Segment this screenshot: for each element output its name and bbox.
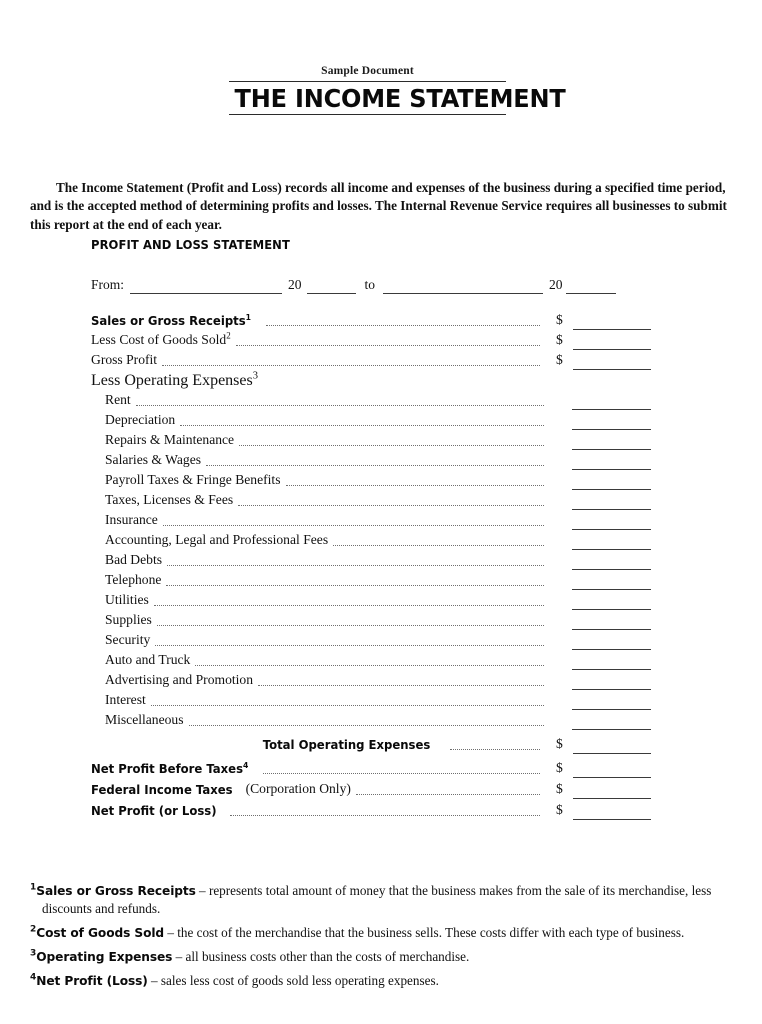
- expense-label: Miscellaneous: [105, 712, 184, 727]
- dot-leader: [236, 345, 540, 346]
- row-qualifier: (Corporation Only): [245, 781, 351, 796]
- dot-leader: [151, 705, 544, 706]
- dot-leader: [154, 605, 544, 606]
- row-label: Less Operating Expenses$^3$: [91, 370, 259, 389]
- expense-label: Telephone: [105, 572, 162, 587]
- dot-leader: [266, 325, 540, 326]
- row-label: Gross Profit: [91, 352, 158, 367]
- footnotes-section: [30, 882, 736, 996]
- to-year-prefix: 20: [549, 277, 563, 292]
- expense-row: [91, 390, 651, 410]
- profit-and-loss-form: [91, 238, 651, 820]
- expense-label: Advertising and Promotion: [105, 672, 254, 687]
- expense-row: [91, 410, 651, 430]
- footnote-item: [30, 948, 736, 966]
- bottom-rows: [91, 757, 651, 820]
- row-label: Sales or Gross Receipts$^1$: [91, 311, 252, 328]
- expense-row: [91, 510, 651, 530]
- expense-amount-field[interactable]: [572, 436, 651, 450]
- dot-leader: [263, 773, 540, 774]
- expense-row: [91, 490, 651, 510]
- page-title: THE INCOME STATEMENT: [234, 84, 566, 113]
- expense-label: Taxes, Licenses & Fees: [105, 492, 234, 507]
- dot-leader: [162, 365, 540, 366]
- row-sales-or-gross-receipts: [91, 310, 651, 330]
- sample-document-label: Sample Document: [321, 65, 414, 77]
- currency-symbol: $: [556, 781, 563, 796]
- expense-row: [91, 530, 651, 550]
- to-label: to: [364, 277, 376, 292]
- expense-label: Auto and Truck: [105, 652, 191, 667]
- expense-amount-field[interactable]: [572, 556, 651, 570]
- footnote-item: [30, 924, 736, 942]
- expense-amount-field[interactable]: [572, 616, 651, 630]
- row-federal-income-taxes: [91, 778, 651, 799]
- expense-amount-field[interactable]: [572, 416, 651, 430]
- dot-leader: [356, 794, 540, 795]
- expense-row: [91, 550, 651, 570]
- expense-amount-field[interactable]: [572, 636, 651, 650]
- amount-field[interactable]: [573, 316, 651, 330]
- footnote-ref: 3: [252, 370, 259, 382]
- currency-symbol: $: [556, 332, 563, 347]
- currency-symbol: $: [556, 736, 563, 751]
- expense-label: Payroll Taxes & Fringe Benefits: [105, 472, 281, 487]
- dot-leader: [286, 485, 545, 486]
- dot-leader: [189, 725, 544, 726]
- dot-leader: [155, 645, 544, 646]
- from-year-field[interactable]: [307, 280, 356, 294]
- footnote-marker: 1: [30, 882, 37, 893]
- expense-amount-field[interactable]: [572, 536, 651, 550]
- title-rule-bottom: [229, 114, 506, 115]
- dot-leader: [206, 465, 544, 466]
- expense-label: Salaries & Wages: [105, 452, 202, 467]
- amount-field[interactable]: [573, 336, 651, 350]
- to-year-field[interactable]: [566, 280, 616, 294]
- expense-label: Security: [105, 632, 151, 647]
- document-header: [229, 64, 566, 115]
- expense-label: Repairs & Maintenance: [105, 432, 235, 447]
- footnote-marker: 4: [30, 972, 37, 983]
- row-total-operating-expenses: [91, 732, 651, 754]
- amount-field[interactable]: [573, 764, 651, 778]
- expense-amount-field[interactable]: [572, 476, 651, 490]
- expense-row: [91, 650, 651, 670]
- expense-label: Rent: [105, 392, 131, 407]
- footnote-ref: 2: [226, 330, 231, 341]
- dot-leader: [239, 445, 544, 446]
- row-gross-profit: [91, 350, 651, 370]
- currency-symbol: $: [556, 312, 563, 327]
- intro-paragraph: [30, 179, 736, 234]
- dot-leader: [166, 585, 544, 586]
- less-operating-expenses-heading: [91, 370, 651, 390]
- dot-leader: [333, 545, 544, 546]
- expense-row: [91, 710, 651, 730]
- dot-leader: [136, 405, 544, 406]
- footnote-description: – represents total amount of money that the business makes from the sale of its merchandise, less discounts and refunds.: [42, 883, 712, 916]
- from-label: From:: [91, 277, 125, 292]
- expense-label: Bad Debts: [105, 552, 163, 567]
- expense-label: Accounting, Legal and Professional Fees: [105, 532, 329, 547]
- expense-row: [91, 570, 651, 590]
- dot-leader: [157, 625, 544, 626]
- row-label: Less Cost of Goods Sold$^2$: [91, 330, 231, 347]
- currency-symbol: $: [556, 760, 563, 775]
- footnote-description: – all business costs other than the costs of merchandise.: [175, 949, 470, 964]
- footnote-description: – the cost of the merchandise that the business sells. These costs differ with each type of business.: [167, 925, 685, 940]
- dot-leader: [450, 749, 540, 750]
- expense-amount-field[interactable]: [572, 396, 651, 410]
- footnote-item: [30, 882, 736, 918]
- expense-label: Supplies: [105, 612, 152, 627]
- section-title: PROFIT AND LOSS STATEMENT: [91, 238, 290, 252]
- row-less-cost-of-goods-sold: [91, 330, 651, 350]
- dot-leader: [230, 815, 540, 816]
- expense-amount-field[interactable]: [572, 696, 651, 710]
- footnote-term: Operating Expenses: [36, 950, 173, 964]
- row-net-profit-or-loss: [91, 799, 651, 820]
- dot-leader: [167, 565, 544, 566]
- period-row: [91, 277, 651, 294]
- footnote-item: [30, 972, 736, 990]
- expense-amount-field[interactable]: [572, 496, 651, 510]
- intro-text: The Income Statement (Profit and Loss) records all income and expenses of the business during a specified time period, and is the accepted method of determining profits and losses. The Internal Revenue Service requires all businesses to submit this report at the end of each year.: [30, 180, 727, 232]
- footnote-marker: 3: [30, 948, 37, 959]
- dot-leader: [180, 425, 544, 426]
- expense-row: [91, 610, 651, 630]
- expense-label: Utilities: [105, 592, 149, 607]
- expense-amount-field[interactable]: [572, 456, 651, 470]
- row-label: Federal Income Taxes: [91, 782, 233, 797]
- expense-label: Insurance: [105, 512, 158, 527]
- footnote-term: Sales or Gross Receipts: [36, 884, 196, 898]
- amount-field[interactable]: [573, 785, 651, 799]
- dot-leader: [258, 685, 544, 686]
- dot-leader: [195, 665, 544, 666]
- expense-row: [91, 670, 651, 690]
- footnote-marker: 2: [30, 924, 37, 935]
- expense-row: [91, 630, 651, 650]
- row-label: Net Profit (or Loss): [91, 803, 217, 818]
- dot-leader: [163, 525, 544, 526]
- expense-row: [91, 470, 651, 490]
- total-label: Total Operating Expenses: [262, 737, 430, 752]
- amount-field[interactable]: [573, 740, 651, 754]
- dot-leader: [238, 505, 544, 506]
- top-rows: [91, 310, 651, 820]
- expense-amount-field[interactable]: [572, 656, 651, 670]
- footnote-term: Net Profit (Loss): [36, 974, 148, 988]
- row-label: Net Profit Before Taxes$^4$: [91, 759, 249, 776]
- expense-row: [91, 690, 651, 710]
- footnote-description: – sales less cost of goods sold less operating expenses.: [151, 973, 439, 988]
- footnote-term: Cost of Goods Sold: [36, 926, 165, 940]
- amount-field[interactable]: [573, 356, 651, 370]
- from-year-prefix: 20: [288, 277, 302, 292]
- footnote-ref: 1: [245, 311, 252, 322]
- currency-symbol: $: [556, 802, 563, 817]
- expense-amount-field[interactable]: [572, 516, 651, 530]
- expense-row: [91, 430, 651, 450]
- expense-amount-field[interactable]: [572, 576, 651, 590]
- expense-amount-field[interactable]: [572, 596, 651, 610]
- from-date-field[interactable]: [130, 280, 282, 294]
- operating-expense-list: [91, 390, 651, 730]
- expense-row: [91, 590, 651, 610]
- expense-amount-field[interactable]: [572, 676, 651, 690]
- expense-amount-field[interactable]: [572, 716, 651, 730]
- expense-row: [91, 450, 651, 470]
- footnote-ref: 4: [243, 759, 249, 770]
- currency-symbol: $: [556, 352, 563, 367]
- expense-label: Interest: [105, 692, 146, 707]
- expense-label: Depreciation: [105, 412, 176, 427]
- row-net-profit-before-taxes: [91, 757, 651, 778]
- to-date-field[interactable]: [383, 280, 543, 294]
- amount-field[interactable]: [573, 806, 651, 820]
